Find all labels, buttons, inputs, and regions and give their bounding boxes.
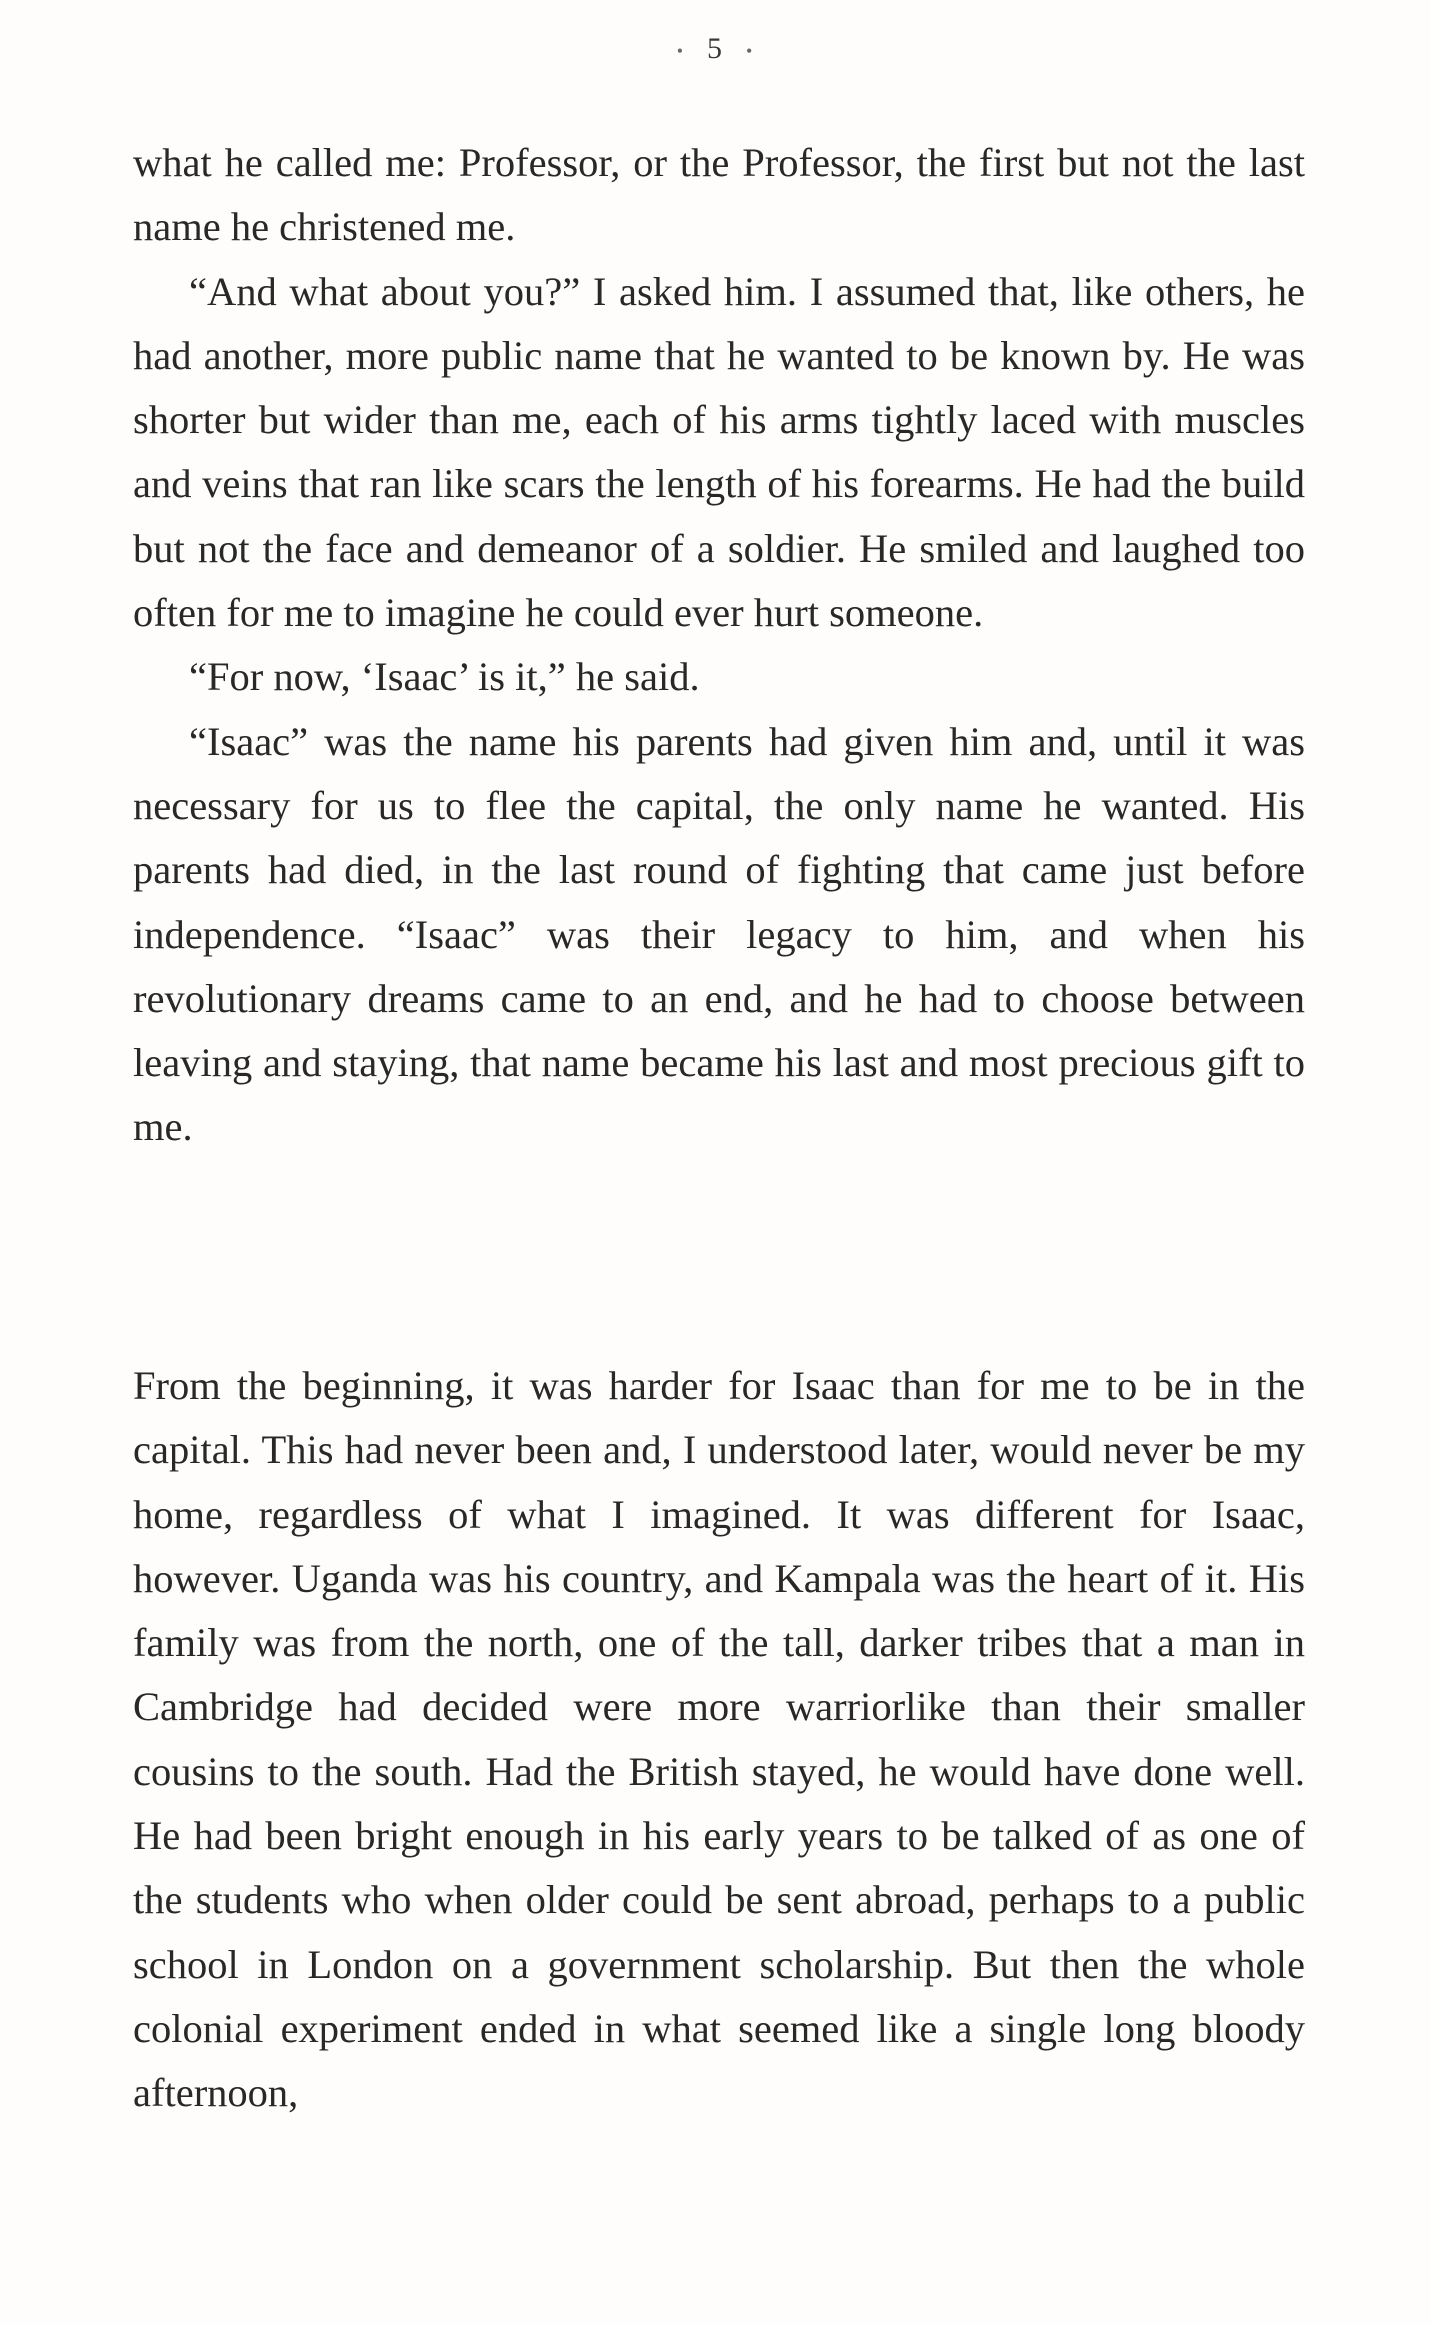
paragraph: “And what about you?” I asked him. I assumed that, like others, he had another, more public name that he wanted to be known by. He was shorter but wider than me, each of his arms tightly laced with muscles and veins that ran like scars the length of his forearms. He had the build but not the face and demeanor of a soldier. He smiled and laughed too often for me to imagine he could ever hurt someone.	[133, 268, 1305, 636]
header-left-dot: •	[676, 40, 685, 61]
paragraph: “For now, ‘Isaac’ is it,” he said.	[189, 654, 700, 700]
page-number: 5	[707, 32, 724, 65]
paragraph: “Isaac” was the name his parents had given him and, until it was necessary for us to flee the capital, the only name he wanted. His parents had died, in the last round of fighting that came just before independence. “Isaac” was their legacy to him, and when his revolutionary dreams came to an end, and he had to choose between leaving and staying, that name became his last and most precious gift to me.	[133, 718, 1305, 1150]
paragraph-section-start: From the beginning, it was harder for Isaac than for me to be in the capital. This had never been and, I understood later, would never be my home, regardless of what I imagined. It was different for Isaac, however. Uganda was his country, and Kampala was the heart of it. His family was from the north, one of the tall, darker tribes that a man in Cambridge had decided were more warriorlike than their smaller cousins to the south. Had the British stayed, he would have done well. He had been bright enough in his early years to be talked of as one of the students who when older could be sent abroad, perhaps to a public school in London on a government scholarship. But then the whole colonial experiment ended in what seemed like a single long bloody afternoon,	[133, 1363, 1305, 2116]
paragraph-continued: what he called me: Professor, or the Professor, the first but not the last name he christened me.	[133, 140, 1305, 250]
page-header	[0, 32, 1431, 66]
section-1-text	[133, 131, 1305, 1160]
section-2-text	[133, 1354, 1305, 2126]
header-right-dot: •	[746, 40, 755, 61]
